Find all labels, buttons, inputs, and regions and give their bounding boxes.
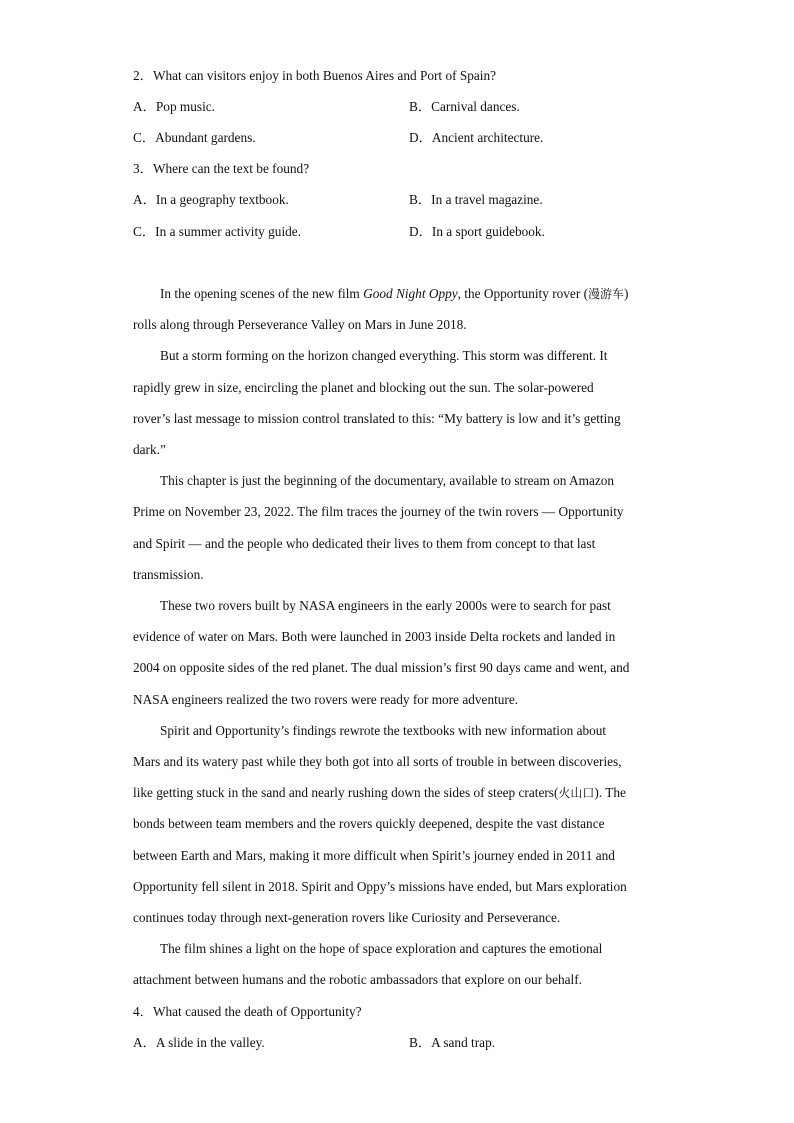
chinese-gloss: 漫游车 bbox=[588, 287, 625, 301]
passage-paragraph-4-line-4: NASA engineers realized the two rovers were ready for more adventure. bbox=[133, 692, 519, 707]
question-3-option-b: B．In a travel magazine. bbox=[409, 192, 543, 207]
question-2-stem: 2．What can visitors enjoy in both Buenos Aires and Port of Spain? bbox=[133, 68, 497, 83]
passage-paragraph-5-line-5: between Earth and Mars, making it more difficult when Spirit’s journey ended in 2011 and bbox=[133, 848, 615, 863]
question-3-option-c: C．In a summer activity guide. bbox=[133, 224, 302, 239]
film-title: Good Night Oppy bbox=[363, 286, 458, 301]
question-2-option-a: A．Pop music. bbox=[133, 99, 216, 114]
passage-paragraph-5-line-4: bonds between team members and the rovers quickly deepened, despite the vast distance bbox=[133, 816, 605, 831]
passage-paragraph-2-line-2: rapidly grew in size, encircling the planet and blocking out the sun. The solar-powered bbox=[133, 380, 594, 395]
passage-paragraph-2-line-4: dark.” bbox=[133, 442, 166, 457]
question-2-option-d: D．Ancient architecture. bbox=[409, 130, 544, 145]
passage-paragraph-3-line-2: Prime on November 23, 2022. The film traces the journey of the twin rovers — Opportunity bbox=[133, 504, 624, 519]
passage-paragraph-5-line-1: Spirit and Opportunity’s findings rewrote the textbooks with new information about bbox=[160, 723, 607, 738]
passage-text: ) bbox=[624, 286, 629, 301]
passage-paragraph-3-line-1: This chapter is just the beginning of the documentary, available to stream on Amazon bbox=[160, 473, 615, 488]
passage-text: ). The bbox=[594, 785, 626, 800]
passage-paragraph-3-line-4: transmission. bbox=[133, 567, 204, 582]
passage-paragraph-1-line-2: rolls along through Perseverance Valley on Mars in June 2018. bbox=[133, 317, 467, 332]
question-3-stem: 3．Where can the text be found? bbox=[133, 161, 310, 176]
chinese-gloss: 火山口 bbox=[558, 786, 595, 800]
passage-paragraph-5-line-6: Opportunity fell silent in 2018. Spirit and Oppy’s missions have ended, but Mars exploration bbox=[133, 879, 627, 894]
passage-paragraph-5-line-2: Mars and its watery past while they both got into all sorts of trouble in between discoveries, bbox=[133, 754, 622, 769]
passage-text: , the Opportunity rover ( bbox=[457, 286, 589, 301]
question-2-option-c: C．Abundant gardens. bbox=[133, 130, 256, 145]
question-4-stem: 4．What caused the death of Opportunity? bbox=[133, 1004, 362, 1019]
question-3-option-a: A．In a geography textbook. bbox=[133, 192, 289, 207]
passage-paragraph-2-line-1: But a storm forming on the horizon changed everything. This storm was different. It bbox=[160, 348, 608, 363]
passage-paragraph-3-line-3: and Spirit — and the people who dedicated their lives to them from concept to that last bbox=[133, 536, 596, 551]
passage-paragraph-5-line-7: continues today through next-generation rovers like Curiosity and Perseverance. bbox=[133, 910, 561, 925]
question-2-option-b: B．Carnival dances. bbox=[409, 99, 520, 114]
passage-paragraph-4-line-2: evidence of water on Mars. Both were launched in 2003 inside Delta rockets and landed in bbox=[133, 629, 616, 644]
passage-paragraph-6-line-1: The film shines a light on the hope of space exploration and captures the emotional bbox=[160, 941, 603, 956]
passage-paragraph-6-line-2: attachment between humans and the robotic ambassadors that explore on our behalf. bbox=[133, 972, 582, 987]
passage-text: like getting stuck in the sand and nearly rushing down the sides of steep craters( bbox=[133, 785, 559, 800]
passage-paragraph-1-line-1 bbox=[160, 284, 628, 304]
passage-paragraph-2-line-3: rover’s last message to mission control translated to this: “My battery is low and it’s getting bbox=[133, 411, 621, 426]
question-4-option-a: A．A slide in the valley. bbox=[133, 1035, 265, 1050]
passage-paragraph-4-line-1: These two rovers built by NASA engineers in the early 2000s were to search for past bbox=[160, 598, 611, 613]
question-4-option-b: B．A sand trap. bbox=[409, 1035, 496, 1050]
passage-text: In the opening scenes of the new film bbox=[160, 286, 364, 301]
passage-paragraph-5-line-3 bbox=[133, 783, 626, 803]
question-3-option-d: D．In a sport guidebook. bbox=[409, 224, 545, 239]
passage-paragraph-4-line-3: 2004 on opposite sides of the red planet. The dual mission’s first 90 days came and went, and bbox=[133, 660, 630, 675]
